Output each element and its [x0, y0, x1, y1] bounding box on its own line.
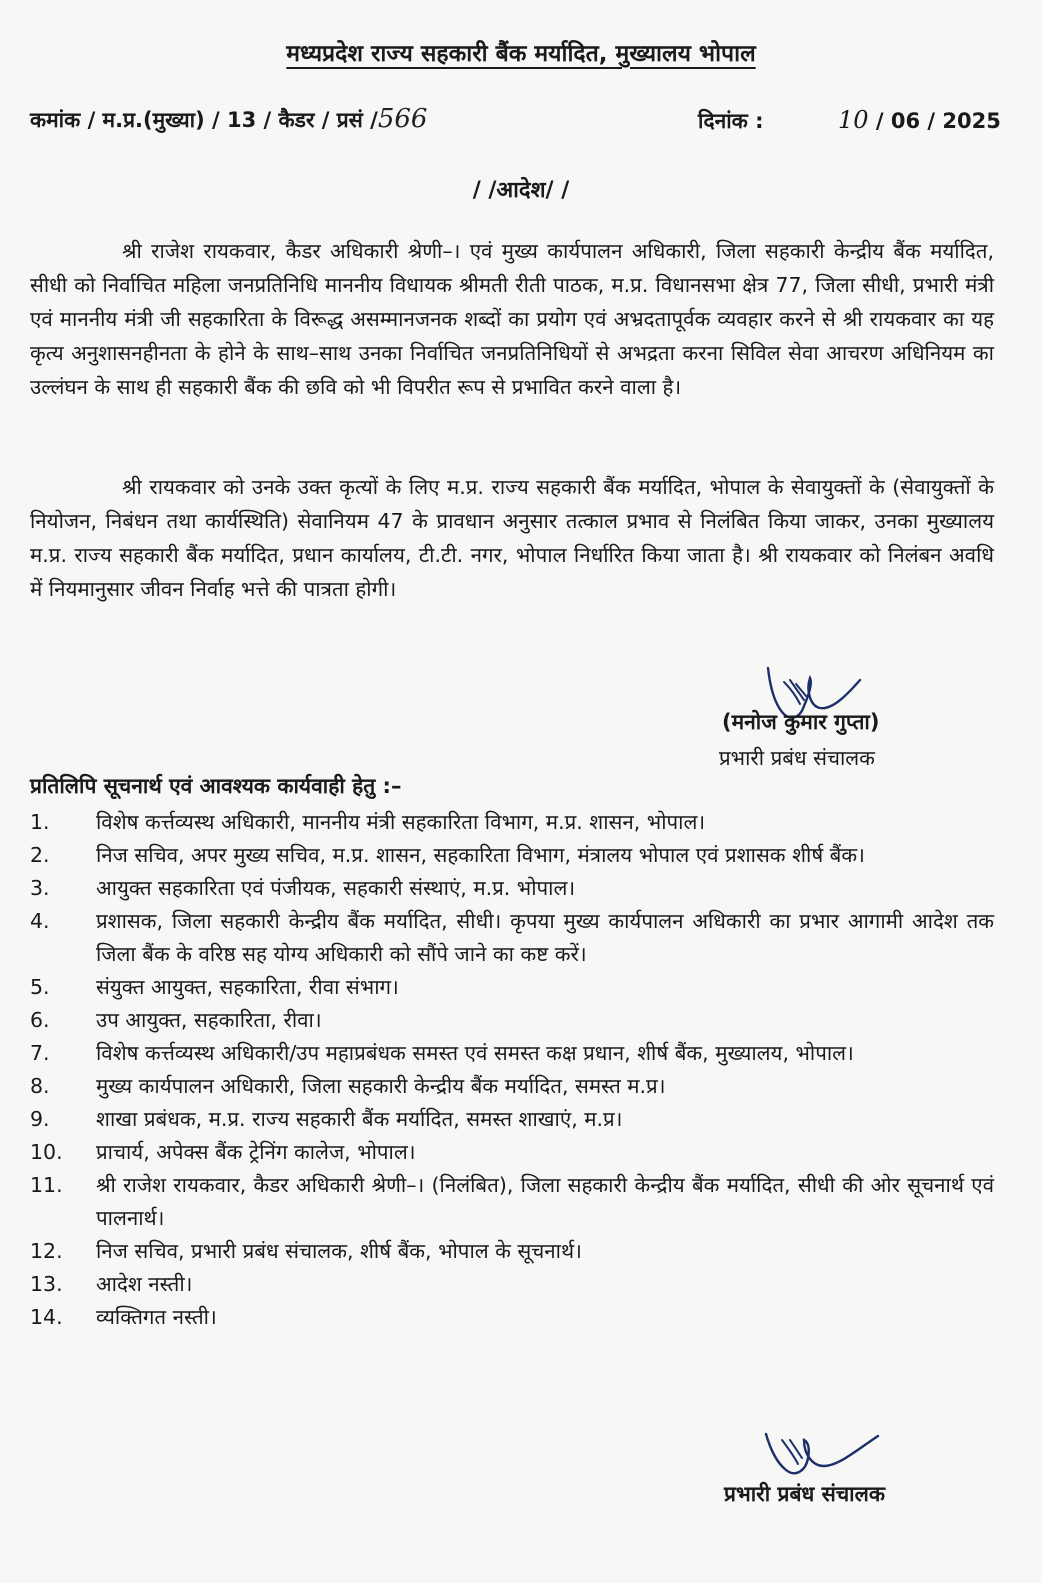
item-number: 7.	[30, 1041, 50, 1065]
list-item	[30, 1070, 994, 1103]
item-text: विशेष कर्त्तव्यस्थ अधिकारी, माननीय मंत्री सहकारिता विभाग, म.प्र. शासन, भोपाल।	[96, 810, 706, 834]
item-number: 4.	[30, 909, 50, 933]
list-item	[30, 872, 994, 905]
item-number: 1.	[30, 810, 50, 834]
final-signatory-designation: प्रभारी प्रबंध संचालक	[724, 1482, 885, 1506]
list-item	[30, 1169, 994, 1235]
date-label: दिनांक :	[698, 109, 764, 133]
order-title: / /आदेश/ /	[472, 178, 570, 203]
list-item	[30, 905, 994, 971]
item-text: निज सचिव, प्रभारी प्रबंध संचालक, शीर्ष बैंक, भोपाल के सूचनार्थ।	[96, 1239, 582, 1263]
reference-printed: कमांक / म.प्र.(मुख्या) / 13 / कैडर / प्रसं /	[30, 108, 378, 132]
document-heading	[0, 36, 1042, 68]
item-text: विशेष कर्त्तव्यस्थ अधिकारी/उप महाप्रबंधक समस्त एवं समस्त कक्ष प्रधान, शीर्ष बैंक, मुख्यालय, भोपाल।	[96, 1041, 854, 1065]
reference-number	[30, 104, 427, 134]
list-item	[30, 1301, 994, 1334]
list-item	[30, 839, 994, 872]
list-item	[30, 1037, 994, 1070]
item-number: 5.	[30, 975, 50, 999]
item-number: 3.	[30, 876, 50, 900]
date-printed: / 06 / 2025	[875, 109, 1001, 133]
item-number: 10.	[30, 1140, 63, 1164]
list-item	[30, 1268, 994, 1301]
item-text: व्यक्तिगत नस्ती।	[96, 1305, 217, 1329]
item-text: निज सचिव, अपर मुख्य सचिव, म.प्र. शासन, सहकारिता विभाग, मंत्रालय भोपाल एवं प्रशासक शीर्ष बैंक।	[96, 843, 865, 867]
item-number: 6.	[30, 1008, 50, 1032]
item-number: 12.	[30, 1239, 63, 1263]
item-text: आयुक्त सहकारिता एवं पंजीयक, सहकारी संस्थाएं, म.प्र. भोपाल।	[96, 876, 576, 900]
item-text: आदेश नस्ती।	[96, 1272, 193, 1296]
date-line	[698, 106, 1001, 135]
item-number: 2.	[30, 843, 50, 867]
list-item	[30, 1004, 994, 1037]
item-text: श्री राजेश रायकवार, कैडर अधिकारी श्रेणी–। (निलंबित), जिला सहकारी केन्द्रीय बैंक मर्यादित, सीधी की ओर सूचनार्थ एवं पालनार्थ।	[96, 1173, 994, 1230]
reference-handwritten: 566	[377, 104, 428, 134]
item-number: 11.	[30, 1173, 63, 1197]
signatory-designation: प्रभारी प्रबंध संचालक	[719, 746, 875, 770]
body-paragraph-1: श्री राजेश रायकवार, कैडर अधिकारी श्रेणी–। एवं मुख्य कार्यपालन अधिकारी, जिला सहकारी केन्द्रीय बैंक मर्यादित, सीधी को निर्वाचित महिला जनप्रतिनिधि माननीय विधायक श्रीमती रीती पाठक, म.प्र. विधानसभा क्षेत्र 77, जिला सीधी, प्रभारी मंत्री एवं माननीय मंत्री जी सहकारिता के विरूद्ध असम्मानजनक शब्दों का प्रयोग एवं अभ्रदतापूर्वक व्यवहार करने से श्री रायकवार का यह कृत्य अनुशासनहीनता के होने के साथ–साथ उनका निर्वाचित जनप्रतिनिधियों से अभद्रता करना सिविल सेवा आचरण अधिनियम का उल्लंघन के साथ ही सहकारी बैंक की छवि को भी विपरीत रूप से प्रभावित करने वाला है।	[30, 239, 994, 399]
final-signature-mark	[760, 1426, 890, 1486]
item-number: 14.	[30, 1305, 63, 1329]
list-item	[30, 1235, 994, 1268]
item-number: 8.	[30, 1074, 50, 1098]
item-text: उप आयुक्त, सहकारिता, रीवा।	[96, 1008, 322, 1032]
date-value	[838, 106, 1001, 134]
body-paragraph-2: श्री रायकवार को उनके उक्त कृत्यों के लिए म.प्र. राज्य सहकारी बैंक मर्यादित, भोपाल के सेवायुक्तों के (सेवायुक्तों के नियोजन, निबंधन तथा कार्यस्थिति) सेवानियम 47 के प्रावधान अनुसार तत्काल प्रभाव से निलंबित किया जाकर, उनका मुख्यालय म.प्र. राज्य सहकारी बैंक मर्यादित, प्रधान कार्यालय, टी.टी. नगर, भोपाल निर्धारित किया जाता है। श्री रायकवार को निलंबन अवधि में नियमानुसार जीवन निर्वाह भत्ते की पात्रता होगी।	[30, 475, 994, 601]
list-item	[30, 1103, 994, 1136]
item-number: 13.	[30, 1272, 63, 1296]
item-text: संयुक्त आयुक्त, सहकारिता, रीवा संभाग।	[96, 975, 399, 999]
signatory-name: (मनोज कुमार गुप्ता)	[722, 710, 880, 734]
list-item	[30, 1136, 994, 1169]
item-text: शाखा प्रबंधक, म.प्र. राज्य सहकारी बैंक मर्यादित, समस्त शाखाएं, म.प्र।	[96, 1107, 623, 1131]
date-handwritten-day: 10	[838, 106, 869, 134]
item-number: 9.	[30, 1107, 50, 1131]
copy-to-label: प्रतिलिपि सूचनार्थ एवं आवश्यक कार्यवाही हेतु :–	[30, 774, 402, 798]
item-text: प्रशासक, जिला सहकारी केन्द्रीय बैंक मर्यादित, सीधी। कृपया मुख्य कार्यपालन अधिकारी का प्रभार आगामी आदेश तक जिला बैंक के वरिष्ठ सह योग्य अधिकारी को सौंपे जाने का कष्ट करें।	[96, 909, 994, 966]
list-item	[30, 806, 994, 839]
copy-to-list	[30, 806, 994, 1334]
item-text: मुख्य कार्यपालन अधिकारी, जिला सहकारी केन्द्रीय बैंक मर्यादित, समस्त म.प्र।	[96, 1074, 666, 1098]
item-text: प्राचार्य, अपेक्स बैंक ट्रेनिंग कालेज, भोपाल।	[96, 1140, 416, 1164]
list-item	[30, 971, 994, 1004]
organization-name: मध्यप्रदेश राज्य सहकारी बैंक मर्यादित, मुख्यालय भोपाल	[286, 41, 756, 67]
